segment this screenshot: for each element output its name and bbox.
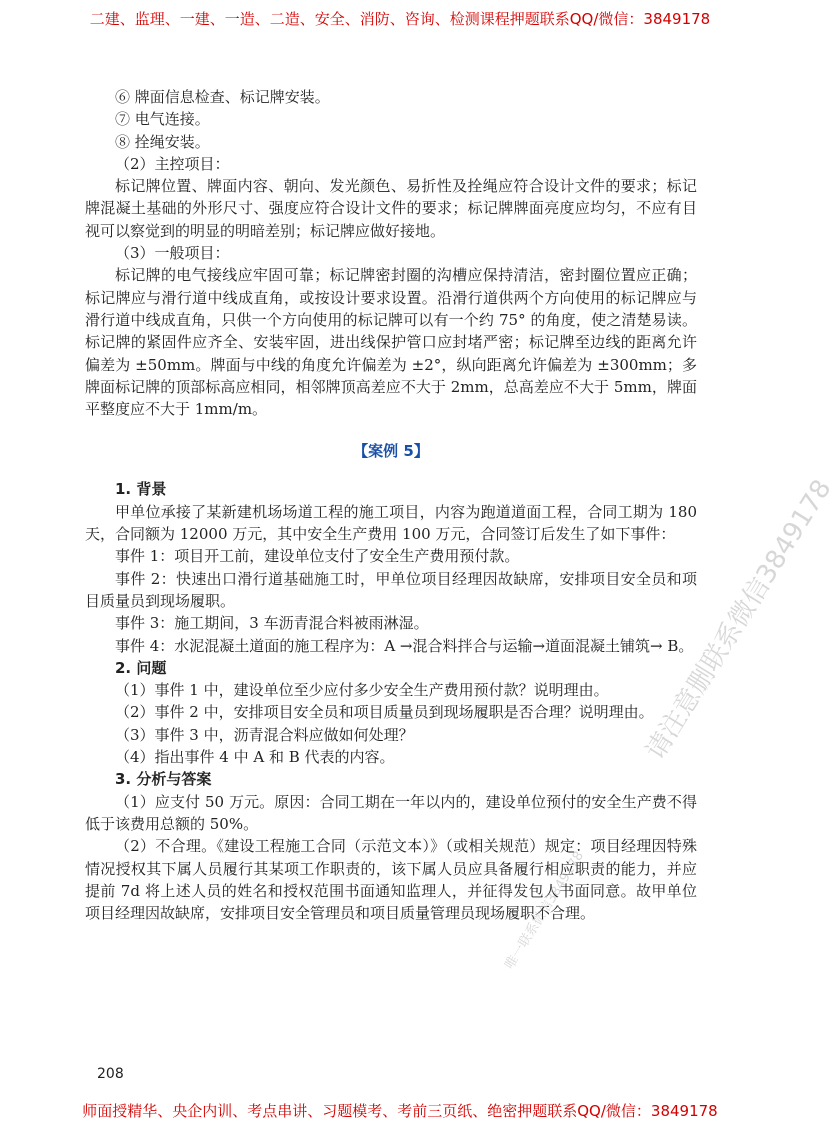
event-item: 事件 3：施工期间，3 车沥青混合料被雨淋湿。 <box>115 614 429 633</box>
step-item: ⑦ 电气连接。 <box>115 110 210 129</box>
event-item: 事件 1：项目开工前，建设单位支付了安全生产费用预付款。 <box>115 547 520 566</box>
watermark-large: 请注意删联系微信3849178 <box>640 474 838 766</box>
document-body <box>85 86 697 924</box>
answers-heading: 3. 分析与答案 <box>115 770 212 789</box>
step-item: ⑥ 牌面信息检查、标记牌安装。 <box>115 88 330 106</box>
background-heading: 1. 背景 <box>115 480 167 499</box>
questions-heading: 2. 问题 <box>115 658 167 677</box>
header-banner: 二建、监理、一建、一造、二造、安全、消防、咨询、检测课程押题联系QQ/微信：3849178 <box>89 10 711 28</box>
page-number: 208 <box>97 1066 124 1082</box>
question-item: （3）事件 3 中，沥青混合料应做如何处理？ <box>115 725 414 744</box>
footer-banner: 师面授精华、央企内训、考点串讲、习题模考、考前三页纸、绝密押题联系QQ/微信：3849178 <box>82 1102 718 1120</box>
question-item: （1）事件 1 中，建设单位至少应付多少安全生产费用预付款？说明理由。 <box>115 681 609 700</box>
main-control-heading: （2）主控项目： <box>115 154 230 173</box>
main-control-text: 标记牌位置、牌面内容、朝向、发光颜色、易折性及拴绳应符合设计文件的要求；标记牌混凝土基础的外形尺寸、强度应符合设计文件的要求；标记牌牌面亮度应均匀，不应有目视可以察觉到的明显的明暗差别；标记牌应做好接地。 <box>85 177 697 240</box>
question-item: （2）事件 2 中，安排项目安全员和项目质量员到现场履职是否合理？说明理由。 <box>115 703 654 722</box>
event-item: 事件 4：水泥混凝土道面的施工程序为：A →混合料拌合与运输→道面混凝土铺筑→ B。 <box>115 636 694 655</box>
general-items-heading: （3）一般项目： <box>115 244 230 263</box>
case-title: 【案例 5】 <box>353 442 429 461</box>
event-item: 事件 2：快速出口滑行道基础施工时，甲单位项目经理因故缺席，安排项目安全员和项目质量员到现场履职。 <box>85 569 697 610</box>
background-text: 甲单位承接了某新建机场场道工程的施工项目，内容为跑道道面工程，合同工期为 180 天，合同额为 12000 万元，其中安全生产费用 100 万元，合同签订后发生了如下事件： <box>85 502 697 544</box>
answer-item: （1）应支付 50 万元。原因：合同工期在一年以内的，建设单位预付的安全生产费不得低于该费用总额的 50%。 <box>85 792 697 833</box>
watermark-small: 唯一联系微信3849178 <box>502 848 588 973</box>
step-item: ⑧ 拴绳安装。 <box>115 132 210 151</box>
question-item: （4）指出事件 4 中 A 和 B 代表的内容。 <box>115 748 395 767</box>
answer-item: （2）不合理。《建设工程施工合同（示范文本）》（或相关规范）规定：项目经理因特殊情况授权其下属人员履行其某项工作职责的，该下属人员应具备履行相应职责的能力，并应提前 7d 将上述人员的姓名和授权范围书面通知监理人，并征得发包人书面同意。故甲单位项目经理因故缺席，安排项目安全管理员和项目质量管理员现场履职不合理。 <box>85 837 697 923</box>
general-items-text: 标记牌的电气接线应牢固可靠；标记牌密封圈的沟槽应保持清洁，密封圈位置应正确；标记牌应与滑行道中线成直角，或按设计要求设置。沿滑行道供两个方向使用的标记牌应与滑行道中线成直角，只供一个方向使用的标记牌可以有一个约 75° 的角度，使之清楚易读。标记牌的紧固件应齐全、安装牢固，进出线保护管口应封堵严密；标记牌至边线的距离允许偏差为 ±50mm。牌面与中线的角度允许偏差为 ±2°，纵向距离允许偏差为 ±300mm；多牌面标记牌的顶部标高应相同，相邻牌顶高差应不大于 2mm，总高差应不大于 5mm，牌面平整度应不大于 1mm/m。 <box>85 266 697 419</box>
